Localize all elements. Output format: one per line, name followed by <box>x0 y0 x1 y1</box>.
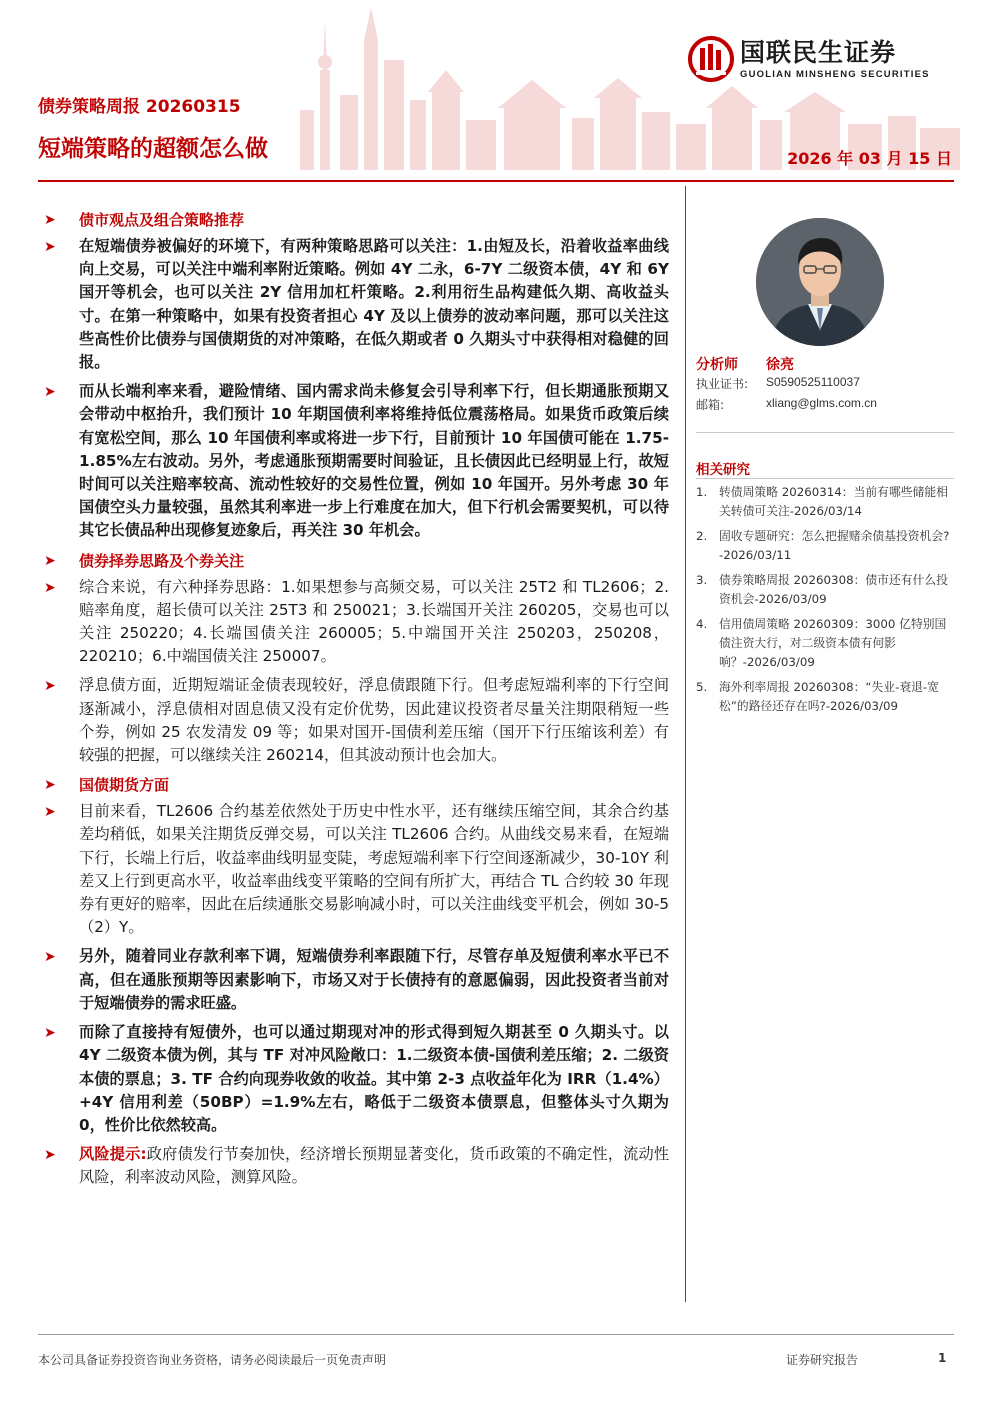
logo-chinese-name: 国联民生证券 <box>740 37 897 67</box>
risk-label: 风险提示: <box>79 1145 147 1164</box>
arrow-bullet-icon: ➤ <box>44 579 56 596</box>
list-item[interactable] <box>696 483 954 521</box>
analyst-role: 分析师 <box>696 357 738 373</box>
arrow-bullet-icon: ➤ <box>44 212 56 228</box>
list-item[interactable] <box>696 571 954 609</box>
arrow-bullet-icon: ➤ <box>44 1147 56 1164</box>
list-item[interactable] <box>696 678 954 716</box>
list-item-text: 海外利率周报 20260308：“失业-衰退-宽松”的路径还存在吗?-2026/03/09 <box>719 680 939 713</box>
list-item-text: 债券策略周报 20260308：债市还有什么投资机会-2026/03/09 <box>719 573 948 606</box>
paragraph <box>44 945 669 1015</box>
arrow-bullet-icon: ➤ <box>44 384 56 401</box>
arrow-bullet-icon: ➤ <box>44 1025 56 1042</box>
report-header <box>0 0 992 182</box>
paragraph-text: 而从长端利率来看，避险情绪、国内需求尚未修复会引导利率下行，但长期通胀预期又会带动中枢抬升，我们预计 10 年期国债利率将维持低位震荡格局。如果货币政策后续有宽松空间，那么 10 年国债利率或将进一步下行，目前预计 10 年国债可能在 1.75-1.85%左右波动。另外，考虑通胀预期需要时间验证，且长债因此已经明显上行，故短时间可以关注赔率较高、流动性较好的交易性位置，例如 10 年国开。另外考虑 30 年国债空头力量较强，虽然其利率进一步上行难度在加大，但下行机会需要契机，可以待其它长债品种出现修复迹象后，再关注 30 年机会。 <box>79 382 669 540</box>
arrow-bullet-icon: ➤ <box>44 552 56 569</box>
arrow-bullet-icon: ➤ <box>44 804 56 821</box>
page-number: 1 <box>938 1351 947 1365</box>
paragraph <box>44 235 669 374</box>
section-title: 债市观点及组合策略推荐 <box>79 211 245 229</box>
footer-divider <box>38 1334 954 1335</box>
paragraph-text: 综合来说，有六种择券思路：1.如果想参与高频交易，可以关注 25T2 和 TL2606；2.赔率角度，超长债可以关注 25T3 和 250021；3.长端国开关注 260205，交易也可以关注 250220；4.长端国债关注 260005；5.中端国开关注 250203，250208，220210；6.中端国债关注 250007。 <box>79 577 669 666</box>
header-divider <box>38 180 954 182</box>
paragraph <box>44 576 669 669</box>
paragraph-text: 另外，随着同业存款利率下调，短端债券利率跟随下行，尽管存单及短债利率水平已不高，但在通胀预期等因素影响下，市场又对于长债持有的意愿偏弱，因此投资者当前对于短端债券的需求旺盛。 <box>79 947 669 1012</box>
arrow-bullet-icon: ➤ <box>44 949 56 966</box>
risk-text: 政府债发行节奏加快，经济增长预期显著变化，货币政策的不确定性，流动性风险，利率波动风险，测算风险。 <box>79 1145 670 1187</box>
section-heading <box>44 208 669 233</box>
list-item-number: 2. <box>696 529 708 543</box>
report-series-title: 债券策略周报 20260315 <box>38 97 241 117</box>
report-main-title: 短端策略的超额怎么做 <box>38 136 268 162</box>
company-logo <box>688 36 930 82</box>
paragraph-text: 在短端债券被偏好的环境下，有两种策略思路可以关注：1.由短及长，沿着收益率曲线向上交易，可以关注中端利率附近策略。例如 4Y 二永，6-7Y 二级资本债，4Y 和 6Y 国开等机会，也可以关注 2Y 信用加杠杆策略。2.利用衍生品构建低久期、高收益头寸。在第一种策略中，如果有投资者担心 4Y 及以上债券的波动率问题，那可以关注这些高性价比债券与国债期货的对冲策略，在低久期或者 0 久期头寸中获得相对稳健的回报。 <box>79 237 669 372</box>
list-item-number: 4. <box>696 617 708 631</box>
arrow-bullet-icon: ➤ <box>44 777 56 794</box>
logo-mark-icon <box>688 36 734 82</box>
risk-warning <box>44 1143 669 1189</box>
main-content <box>44 206 669 1196</box>
list-item-text: 转债周策略 20260314：当前有哪些储能相关转债可关注-2026/03/14 <box>719 485 948 518</box>
list-item-text: 信用债周策略 20260309：3000 亿特别国债注资大行，对二级资本债有何影响？-2026/03/09 <box>719 617 947 669</box>
section-title: 国债期货方面 <box>79 776 170 795</box>
paragraph <box>44 1021 669 1137</box>
paragraph <box>44 674 669 767</box>
report-date: 2026 年 03 月 15 日 <box>787 149 952 168</box>
arrow-bullet-icon: ➤ <box>44 239 56 255</box>
email-label: 邮箱: <box>696 398 725 412</box>
list-item[interactable] <box>696 615 954 672</box>
list-item-number: 5. <box>696 680 708 694</box>
paragraph-text: 而除了直接持有短债外，也可以通过期现对冲的形式得到短久期甚至 0 久期头寸。以 4Y 二级资本债为例，其与 TF 对冲风险敞口：1.二级资本债-国债利差压缩；2. 二级资本债的票息；3. TF 合约向现券收敛的收益。其中第 2-3 点收益年化为 IRR（1.4%）+4Y 信用利差（50BP）=1.9%左右，略低于二级资本债票息，但整体头寸久期为 0，性价比依然较高。 <box>79 1023 669 1134</box>
list-item-text: 固收专题研究：怎么把握赌余债基投资机会?-2026/03/11 <box>719 529 950 562</box>
paragraph-text: 目前来看，TL2606 合约基差依然处于历史中性水平，还有继续压缩空间，其余合约基差均稍低，如果关注期货反弹交易，可以关注 TL2606 合约。从曲线交易来看，在短端下行，长端上行后，收益率曲线明显变陡，考虑短端利率下行空间逐渐减少，30-10Y 利差又上行到更高水平，收益率曲线变平策略的空间有所扩大，再结合 TL 合约较 30 年现券有更好的赔率，因此在后续通胀交易影响减小时，可以关注曲线变平机会，例如 30-5（2）Y。 <box>79 802 669 937</box>
analyst-avatar <box>756 218 884 346</box>
section-title: 债券择券思路及个券关注 <box>79 551 245 570</box>
list-item-number: 1. <box>696 485 708 499</box>
analyst-name: 徐亮 <box>766 357 794 373</box>
footer-report-type: 证券研究报告 <box>786 1353 859 1367</box>
paragraph-text: 浮息债方面，近期短端证金债表现较好，浮息债跟随下行。但考虑短端利率的下行空间逐渐减小，浮息债相对固息债又没有定价优势，因此建议投资者尽量关注期限稍短一些个券，例如 25 农发清发 09 等；如果对国开-国债利差压缩（国开下行压缩该利差）有较强的把握，可以继续关注 260214，但其波动预计也会加大。 <box>79 676 669 765</box>
cert-label: 执业证书: <box>696 377 749 391</box>
related-research-title: 相关研究 <box>696 462 750 478</box>
section-heading <box>44 773 669 798</box>
arrow-bullet-icon: ➤ <box>44 678 56 695</box>
paragraph <box>44 380 669 542</box>
list-item-number: 3. <box>696 573 708 587</box>
paragraph <box>44 800 669 939</box>
column-divider <box>685 186 686 1302</box>
logo-english-name: GUOLIAN MINSHENG SECURITIES <box>740 68 930 80</box>
footer-disclaimer: 本公司具备证券投资咨询业务资格，请务必阅读最后一页免责声明 <box>38 1353 387 1367</box>
section-heading <box>44 549 669 574</box>
cert-value: S0590525110037 <box>766 375 860 389</box>
divider <box>696 432 954 433</box>
divider <box>696 478 954 479</box>
list-item[interactable] <box>696 527 954 565</box>
email-link[interactable]: xliang@glms.com.cn <box>766 396 877 410</box>
related-research-list <box>696 483 954 722</box>
